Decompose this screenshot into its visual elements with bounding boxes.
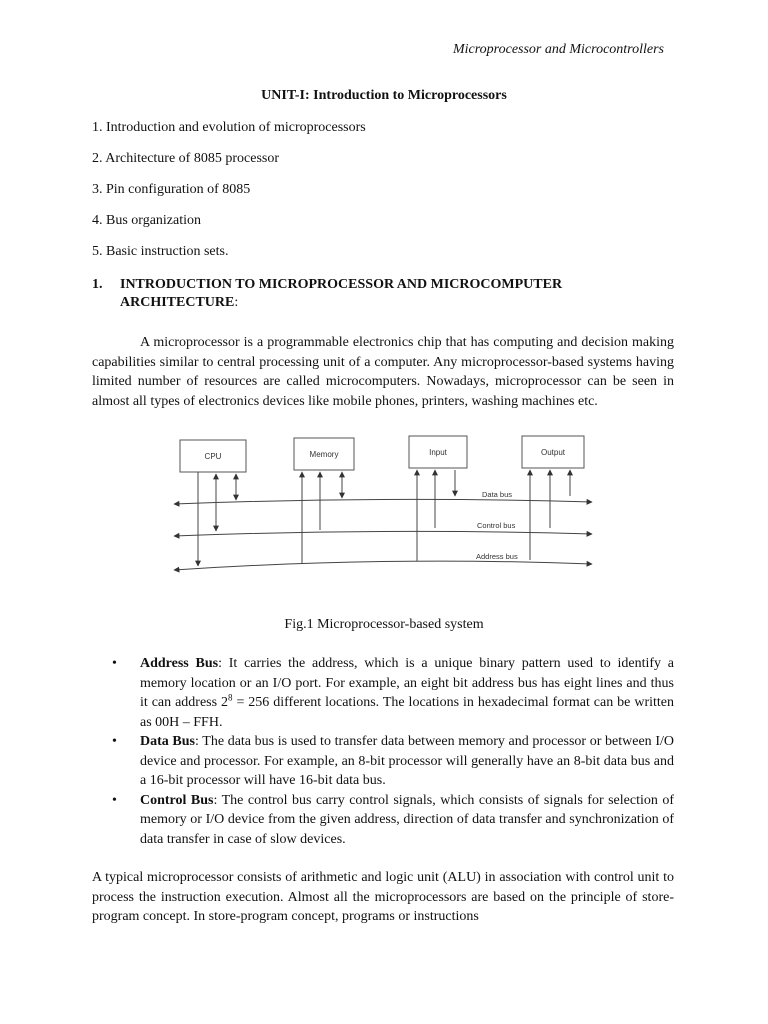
address-bus-line: [174, 561, 592, 570]
bullet-symbol: •: [112, 656, 117, 671]
toc-item-2: 2. Architecture of 8085 processor: [92, 151, 279, 166]
cpu-label: CPU: [204, 452, 222, 461]
section-heading-line2: ARCHITECTURE: [120, 295, 235, 310]
output-connections: [530, 470, 570, 560]
bullet-symbol: •: [112, 792, 117, 808]
data-bus-text: : The data bus is used to transfer data between memory and processor or between I/O device and processor. For example, an 8-bit processor will generally have an 8-bit data bus and a 16-bit processor will have 16-bit data bus.: [140, 734, 674, 788]
address-bus-text-a: : It carries the address, which is a unique binary pattern used to identify a memory location or an I/O port. For example, an eight bit address bus has eight lines and thus it can address 2: [140, 656, 675, 710]
section-heading-colon: :: [234, 295, 239, 310]
list-item: [112, 791, 674, 850]
section-heading-line1: INTRODUCTION TO MICROPROCESSOR AND MICROCOMPUTER: [120, 277, 563, 292]
closing-paragraph: A typical microprocessor consists of arithmetic and logic unit (ALU) in association with control unit to process the instruction execution. Almost all the microprocessors are based on the principle of store-program concept. In store-program concept, programs or instructions: [92, 870, 674, 924]
list-item: [112, 732, 674, 791]
bus-bullet-list: [112, 654, 674, 849]
output-block: [522, 436, 584, 468]
data-bus-term: Data Bus: [140, 734, 195, 749]
control-bus-term: Control Bus: [140, 792, 214, 808]
intro-paragraph: A microprocessor is a programmable electronics chip that has computing and decision making capabilities similar to central processing unit of a computer. Any microprocessor-based systems having limited number of resources are called microcomputers. Nowadays, microprocessor can be seen in almost all types of electronics devices like mobile phones, printers, washing machines etc.: [92, 335, 674, 409]
cpu-block: [180, 440, 246, 472]
memory-block: [294, 438, 354, 470]
running-header: Microprocessor and Microcontrollers: [452, 42, 664, 57]
memory-label: Memory: [309, 450, 339, 459]
control-bus-label: Control bus: [477, 521, 516, 530]
address-bus-term: Address Bus: [140, 656, 219, 671]
output-label: Output: [540, 448, 566, 457]
input-block: [409, 436, 467, 468]
input-connections: [417, 470, 455, 561]
toc-item-1: 1. Introduction and evolution of microprocessors: [92, 120, 366, 135]
section-number: 1.: [92, 277, 103, 292]
figure-caption: Fig.1 Microprocessor-based system: [284, 617, 484, 632]
memory-connections: [302, 472, 342, 563]
data-bus-line: [174, 499, 592, 504]
control-bus-text: : The control bus carry control signals, which consists of signals for selection of memory or I/O device from the given address, direction of data transfer and synchronization of data transfer in case of slow devices.: [140, 792, 675, 847]
toc-item-3: 3. Pin configuration of 8085: [92, 182, 251, 197]
bullet-symbol: •: [112, 734, 117, 749]
address-bus-label: Address bus: [476, 552, 518, 561]
cpu-connections: [198, 472, 236, 566]
data-bus-label: Data bus: [482, 490, 513, 499]
toc-item-5: 5. Basic instruction sets.: [92, 244, 229, 259]
address-bus-exponent: 8: [228, 692, 233, 703]
toc-item-4: 4. Bus organization: [92, 213, 202, 228]
list-item: [112, 654, 674, 732]
control-bus-line: [174, 531, 592, 536]
unit-title: UNIT-I: Introduction to Microprocessors: [261, 88, 507, 103]
bus-diagram: [168, 432, 598, 580]
input-label: Input: [429, 448, 447, 457]
address-bus-text-b: = 256 different locations. The locations in hexadecimal format can be written as 00H – FFH.: [140, 695, 674, 730]
section-heading: [92, 276, 692, 312]
